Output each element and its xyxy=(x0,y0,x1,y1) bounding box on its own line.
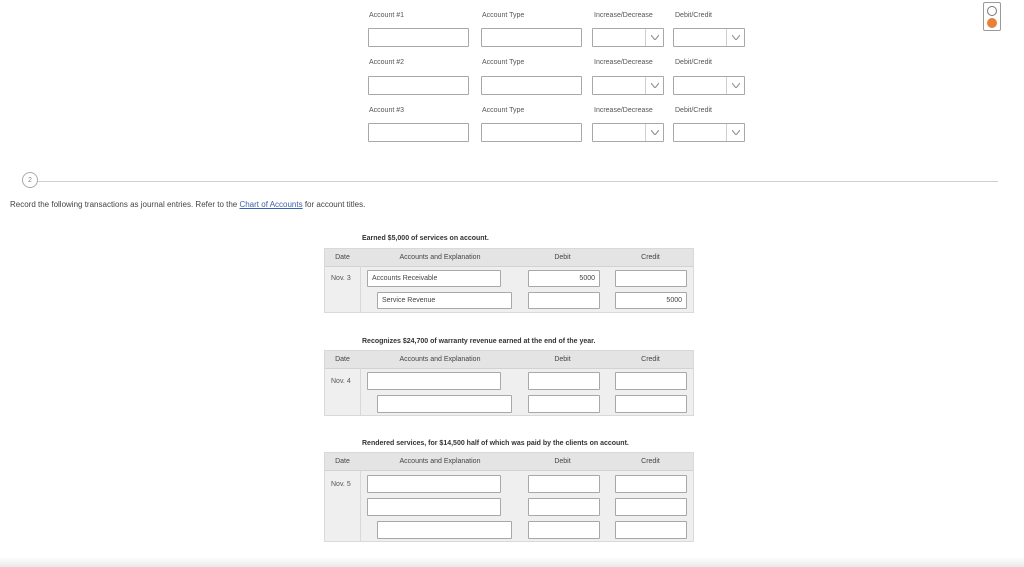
credit-header: Credit xyxy=(641,458,660,465)
account-type-label: Account Type xyxy=(482,12,525,19)
credit-field[interactable] xyxy=(615,270,687,287)
chevron-down-icon xyxy=(732,130,740,135)
increase-decrease-select[interactable] xyxy=(592,76,664,95)
debit-credit-label: Debit/Credit xyxy=(675,107,712,114)
date-header: Date xyxy=(335,356,350,363)
account-type-input[interactable] xyxy=(481,28,582,47)
question-number-badge: 2 xyxy=(22,172,38,188)
debit-credit-label: Debit/Credit xyxy=(675,12,712,19)
debit-header: Debit xyxy=(554,458,571,465)
chevron-down-icon xyxy=(732,35,740,40)
bottom-shadow xyxy=(0,557,1024,567)
section-divider xyxy=(38,181,998,182)
credit-field[interactable] xyxy=(615,475,687,493)
accounts-header: Accounts and Explanation xyxy=(399,356,481,363)
entry-date: Nov. 4 xyxy=(331,378,351,385)
debit-header: Debit xyxy=(554,254,571,261)
account-type-label: Account Type xyxy=(482,107,525,114)
account-type-input[interactable] xyxy=(481,123,582,142)
instruction-after: for account titles. xyxy=(302,200,366,209)
credit-field[interactable] xyxy=(615,395,687,413)
instruction-before: Record the following transactions as journal entries. Refer to the xyxy=(10,200,240,209)
account-field[interactable] xyxy=(377,292,512,309)
debit-field[interactable] xyxy=(528,270,600,287)
credit-field[interactable] xyxy=(615,372,687,390)
entry-heading: Recognizes $24,700 of warranty revenue earned at the end of the year. xyxy=(362,338,596,345)
accounts-header: Accounts and Explanation xyxy=(399,254,481,261)
chevron-down-icon xyxy=(651,130,659,135)
debit-field[interactable] xyxy=(528,475,600,493)
credit-header: Credit xyxy=(641,254,660,261)
instruction-text xyxy=(10,200,365,209)
increase-decrease-select[interactable] xyxy=(592,28,664,47)
table-header xyxy=(325,453,693,471)
account-label: Account #3 xyxy=(369,107,405,114)
entry-heading: Rendered services, for $14,500 half of which was paid by the clients on account. xyxy=(362,440,629,447)
credit-value: 5000 xyxy=(666,297,682,304)
account-field[interactable] xyxy=(367,475,501,493)
table-header xyxy=(325,249,693,267)
radio-option-selected[interactable] xyxy=(987,18,997,28)
chevron-down-icon xyxy=(651,35,659,40)
increase-decrease-label: Increase/Decrease xyxy=(594,59,653,66)
entry-date: Nov. 3 xyxy=(331,275,351,282)
debit-field[interactable] xyxy=(528,521,600,539)
account-field[interactable] xyxy=(367,372,501,390)
account-label: Account #2 xyxy=(369,59,405,66)
chevron-down-icon xyxy=(732,83,740,88)
debit-field[interactable] xyxy=(528,498,600,516)
journal-table-3 xyxy=(324,452,694,542)
debit-field[interactable] xyxy=(528,292,600,309)
table-header xyxy=(325,351,693,369)
journal-table-1 xyxy=(324,248,694,313)
account-value: Accounts Receivable xyxy=(372,275,438,282)
account-type-label: Account Type xyxy=(482,59,525,66)
date-column xyxy=(325,368,361,415)
account-input[interactable] xyxy=(368,28,469,47)
increase-decrease-label: Increase/Decrease xyxy=(594,12,653,19)
account-field[interactable] xyxy=(377,395,512,413)
chevron-down-icon xyxy=(651,83,659,88)
credit-field[interactable] xyxy=(615,498,687,516)
account-input[interactable] xyxy=(368,76,469,95)
accounts-header: Accounts and Explanation xyxy=(399,458,481,465)
account-field[interactable] xyxy=(377,521,512,539)
date-header: Date xyxy=(335,254,350,261)
debit-value: 5000 xyxy=(579,275,595,282)
journal-table-2 xyxy=(324,350,694,416)
credit-header: Credit xyxy=(641,356,660,363)
increase-decrease-select[interactable] xyxy=(592,123,664,142)
debit-field[interactable] xyxy=(528,395,600,413)
account-value: Service Revenue xyxy=(382,297,436,304)
debit-header: Debit xyxy=(554,356,571,363)
account-field[interactable] xyxy=(367,270,501,287)
increase-decrease-label: Increase/Decrease xyxy=(594,107,653,114)
debit-field[interactable] xyxy=(528,372,600,390)
debit-credit-select[interactable] xyxy=(673,28,745,47)
date-header: Date xyxy=(335,458,350,465)
entry-heading: Earned $5,000 of services on account. xyxy=(362,235,489,242)
account-label: Account #1 xyxy=(369,12,405,19)
credit-field[interactable] xyxy=(615,521,687,539)
chart-of-accounts-link[interactable]: Chart of Accounts xyxy=(239,200,303,209)
radio-toggle[interactable] xyxy=(983,2,1001,31)
debit-credit-select[interactable] xyxy=(673,76,745,95)
account-input[interactable] xyxy=(368,123,469,142)
radio-option-empty[interactable] xyxy=(987,6,997,16)
debit-credit-label: Debit/Credit xyxy=(675,59,712,66)
entry-date: Nov. 5 xyxy=(331,481,351,488)
account-type-input[interactable] xyxy=(481,76,582,95)
account-field[interactable] xyxy=(367,498,501,516)
debit-credit-select[interactable] xyxy=(673,123,745,142)
date-column xyxy=(325,266,361,312)
credit-field[interactable] xyxy=(615,292,687,309)
